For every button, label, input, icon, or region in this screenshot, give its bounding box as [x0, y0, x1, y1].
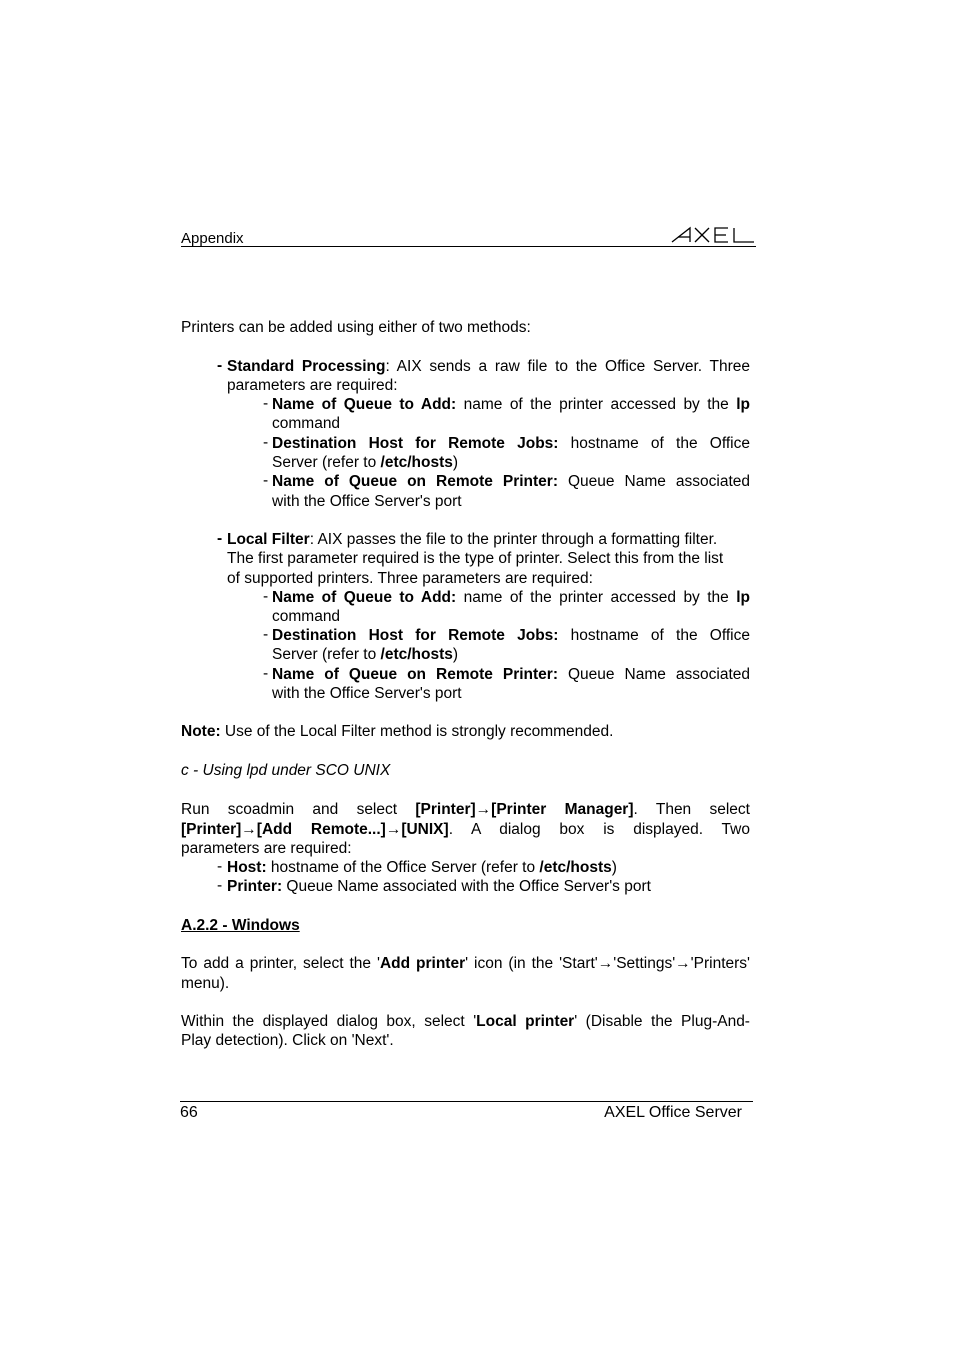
sco-line-1: Run scoadmin and select [Printer]→[Printer Manager]. Then select [181, 801, 750, 818]
param-queue-to-add: Name of Queue to Add: name of the printer accessed by the lp [272, 589, 751, 606]
windows-para-2: Within the displayed dialog box, select 'Local printer' (Disable the Plug-And- [181, 1013, 750, 1030]
note: Note: Use of the Local Filter method is strongly recommended. [181, 723, 614, 740]
page-footer [180, 1101, 753, 1121]
intro-text: Printers can be added using either of two methods: [181, 319, 531, 336]
sco-line-2: [Printer]→[Add Remote...]→[UNIX]. A dialog box is displayed. Two [181, 821, 750, 838]
param-queue-to-add: Name of Queue to Add: name of the printer accessed by the lp [272, 396, 751, 413]
header-section: Appendix [181, 230, 244, 247]
sco-printer-param: Printer: Queue Name associated with the Office Server's port [227, 878, 651, 895]
param-remote-queue: Name of Queue on Remote Printer: Queue Name associated [272, 473, 750, 490]
page-header [181, 228, 756, 247]
local-title: Local Filter [227, 531, 310, 548]
windows-para-1: To add a printer, select the 'Add printer' icon (in the 'Start'→'Settings'→'Printers' [181, 955, 750, 972]
product-name: AXEL Office Server [604, 1104, 742, 1121]
param-destination-host: Destination Host for Remote Jobs: hostname of the Office [272, 627, 750, 644]
sco-host-param: Host: hostname of the Office Server (refer to /etc/hosts) [227, 859, 617, 876]
sco-heading: c - Using lpd under SCO UNIX [181, 762, 391, 779]
axel-logo [670, 225, 756, 245]
param-destination-host: Destination Host for Remote Jobs: hostname of the Office [272, 435, 750, 452]
standard-title: Standard Processing [227, 358, 386, 375]
param-remote-queue: Name of Queue on Remote Printer: Queue Name associated [272, 666, 750, 683]
windows-heading: A.2.2 - Windows [181, 917, 300, 934]
page-number: 66 [180, 1104, 198, 1121]
